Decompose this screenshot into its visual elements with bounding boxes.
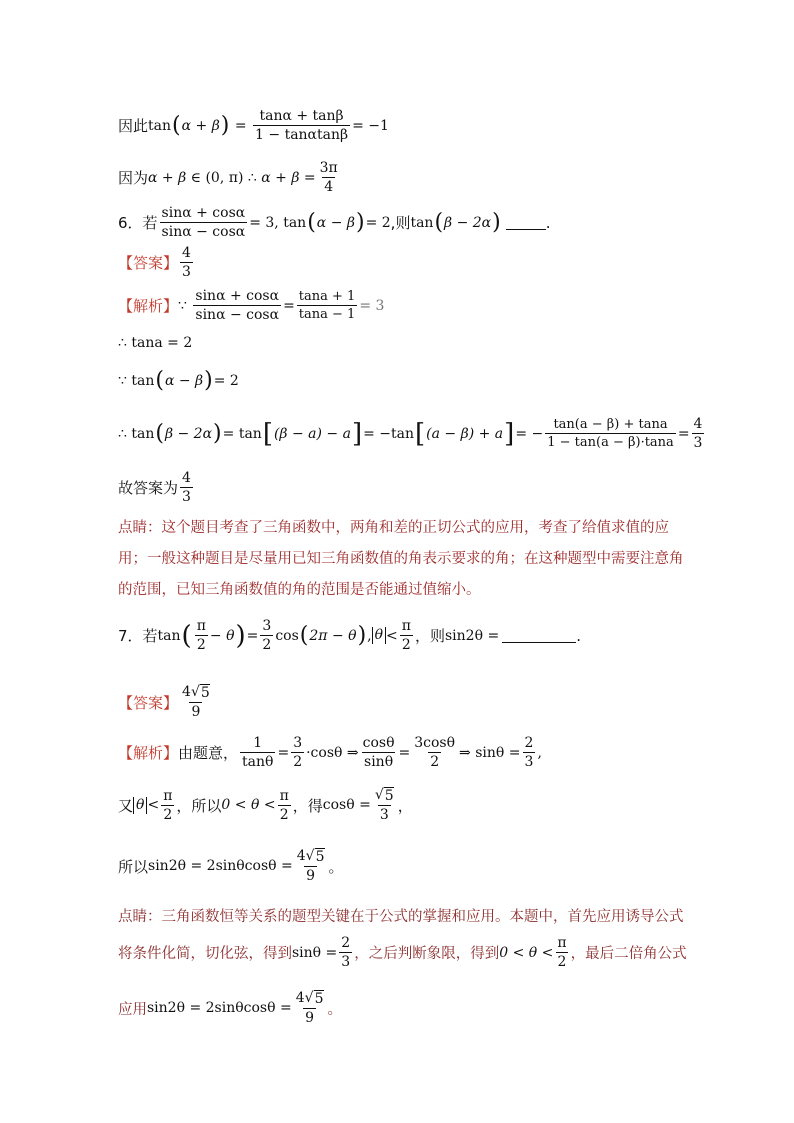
q7-note-line2: 将条件化简，切化弦，得到 sinθ = $\frac{2}{3}$ ，之后判断象限，得到 0 < θ < $\frac{\pi}{2}$ ，最后二倍角公式 [118,935,687,970]
answer-tag: 【答案】 [118,254,179,272]
fraction: $\frac{\tan\alpha + \tan\beta}{1 - \tan\alpha\tan\beta}$ [255,108,349,143]
line-range: 因为 α + β ∈ (0, π) ∴ α + β = $\frac{3\pi}{4}$ [118,160,338,195]
q6-note: 点睛：这个题目考查了三角函数中，两角和差的正切公式的应用，考查了给值求值的应用；一般这种题目是尽量用已知三角函数值的角表示要求的角；在这种题型中需要注意角的范围，已知三角函数值的角的范围是否能通过值缩小。 [118,520,684,598]
q7-note-line1: 点睛：三角函数恒等关系的题型关键在于公式的掌握和应用。本题中，首先应用诱导公式 [118,909,684,925]
absolute-value: θ [372,627,386,644]
q7-solution-line2: 又 θ < $\frac{\pi}{2}$ ，所以 0 < θ < $\frac{\pi}{2}$ ，得 cosθ = √ 5 3 ， [118,787,413,823]
q6-solution-line3: ∵ tan ( α − β ) = 2 [118,368,239,393]
question-7: 7．若 tan ( $\frac{\pi}{2}$ − θ ) = $\frac{3}{2}$ cos ( 2π − θ ) , θ < $\frac{\pi}{2}$ ，则 sin2θ = . [118,618,581,653]
q6-solution-line2: ∴ tana = 2 [118,335,193,351]
q6-final: 故答案为 $\frac{4}{3}$ [118,470,191,505]
q7-note-line3: 应用 sin2θ = 2sinθcosθ = 4 √ 5 9 。 [118,990,342,1026]
text-prefix: 因此 [118,117,149,135]
q6-solution-line4: ∴ tan ( β − 2α ) = tan [ (β − a) − a ] = −tan [ (a − β) + a ] = − $\frac{\tan(a - \beta) + \tan a}{1 - \tan(a - \beta)\cdot\tan a}$ = $\frac{4}{3}$ [118,416,703,451]
line-tan-sum: 因此 tan ( α + β ) = $\frac{\tan\alpha + \tan\beta}{1 - \tan\alpha\tan\beta}$ = −1 [118,108,389,143]
q7-answer: 【答案】 4 √ 5 9 [118,684,210,720]
q7-solution-line1: 【解析】 由题意， $\frac{1}{\tan\theta}$ = $\frac{3}{2}$ ·cosθ ⇒ $\frac{\cos\theta}{\sin\theta}$ = $\frac{3\cos\theta}{2}$ ⇒ sinθ = $\frac{2}{3}$ , [118,735,542,770]
solution-tag: 【解析】 [118,297,179,315]
answer-blank [506,215,546,230]
answer-blank [502,628,576,643]
q7-solution-line3: 所以 sin2θ = 2sinθcosθ = 4 √ 5 9 。 [118,848,344,884]
question-6: 6．若 $\frac{\sin\alpha + \cos\alpha}{\sin\alpha - \cos\alpha}$ = 3, tan ( α − β ) = 2 ,则 tan ( β − 2α ) . [118,205,551,240]
q6-solution-line1: 【解析】 ∵ $\frac{\sin\alpha + \cos\alpha}{\sin\alpha - \cos\alpha}$ = $\frac{\tan a + 1}{\tan a - 1}$ = 3 [118,288,385,323]
q6-answer: 【答案】 $\frac{4}{3}$ [118,245,191,280]
